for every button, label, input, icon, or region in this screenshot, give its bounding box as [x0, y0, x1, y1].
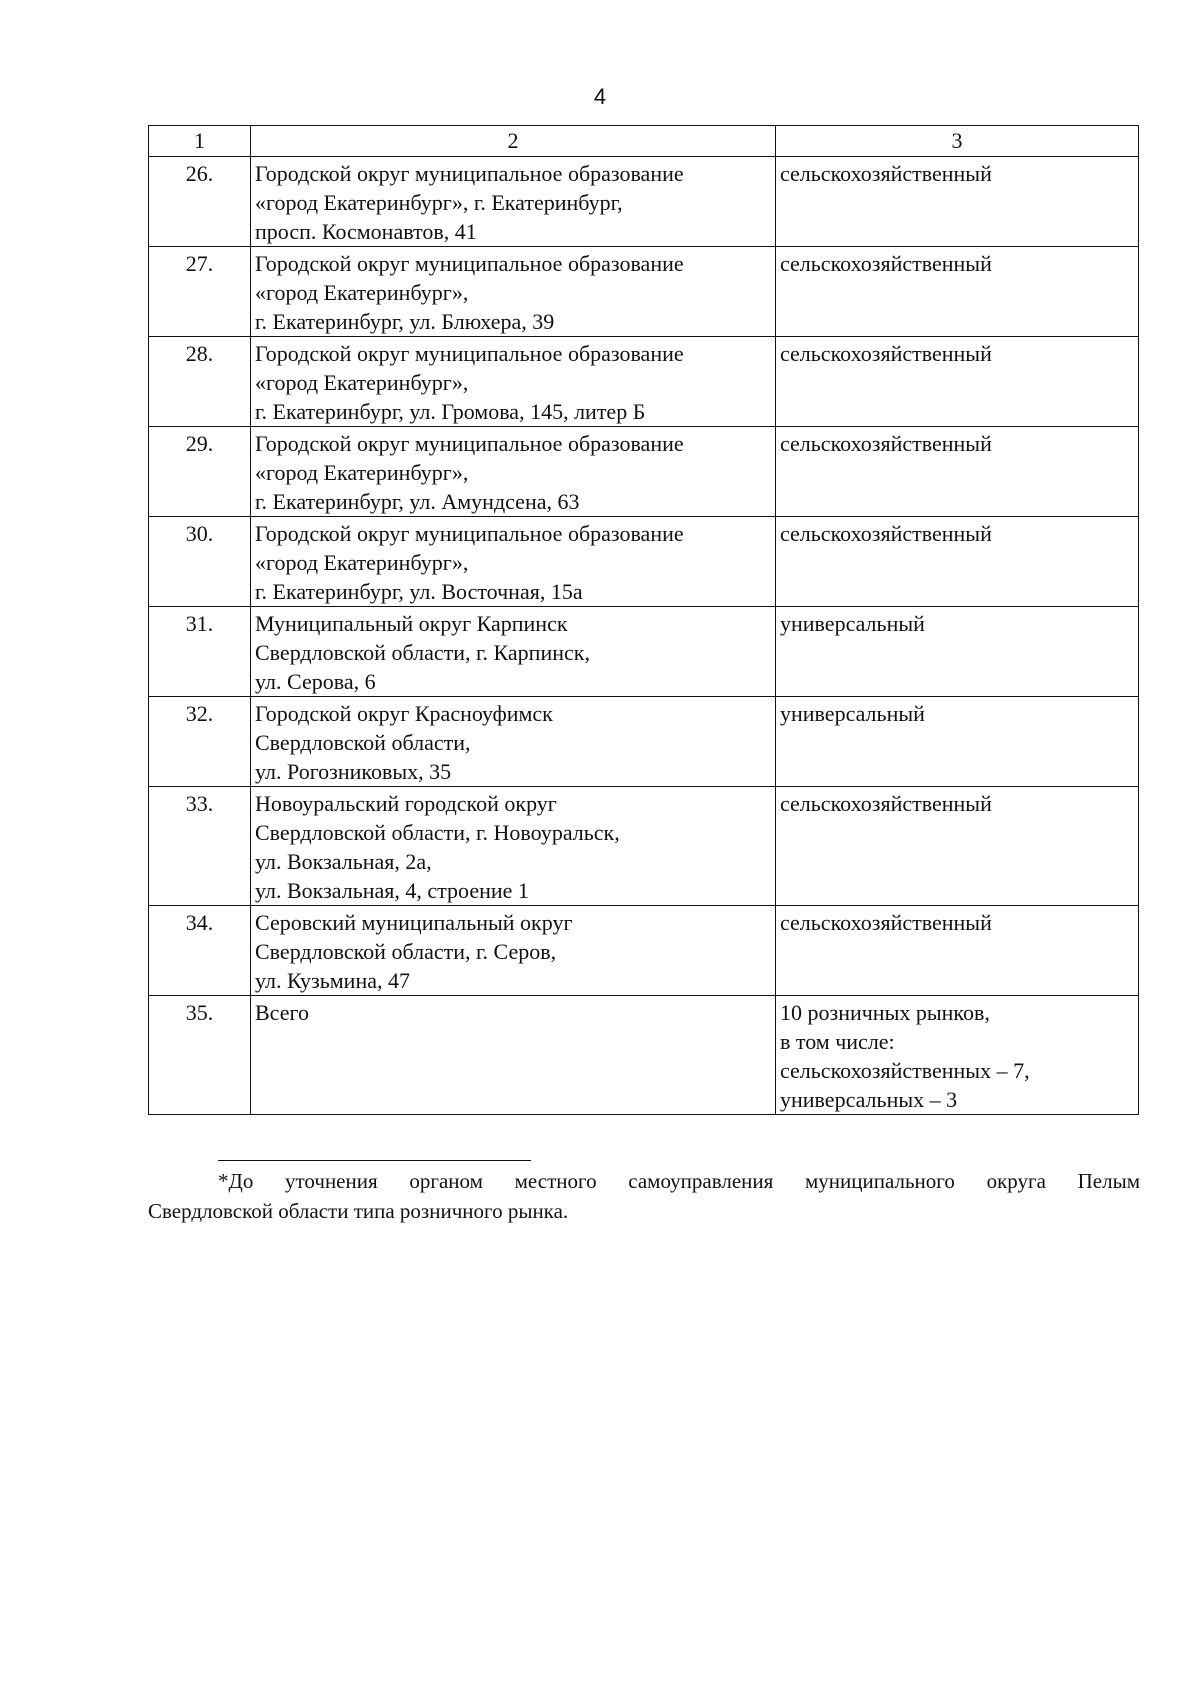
row-number: 31.: [149, 607, 251, 697]
row-number: 26.: [149, 157, 251, 247]
column-header-market-type: 3: [776, 126, 1139, 157]
market-type-line: сельскохозяйственный: [780, 161, 992, 186]
market-type-cell: [776, 337, 1139, 427]
location-line: Городской округ муниципальное образование: [255, 251, 684, 276]
table-row: [149, 607, 1139, 697]
row-number: 30.: [149, 517, 251, 607]
location-line: просп. Космонавтов, 41: [255, 219, 477, 244]
table-row: [149, 996, 1139, 1115]
table-row: [149, 157, 1139, 247]
row-number: 35.: [149, 996, 251, 1115]
location-line: Муниципальный округ Карпинск: [255, 611, 568, 636]
location-cell: [251, 787, 776, 906]
location-cell: [251, 607, 776, 697]
row-number: 27.: [149, 247, 251, 337]
location-line: Свердловской области, г. Новоуральск,: [255, 820, 620, 845]
location-line: Свердловской области, г. Карпинск,: [255, 640, 590, 665]
market-type-line: универсальный: [780, 611, 925, 636]
location-line: Городской округ муниципальное образование: [255, 161, 684, 186]
header-row: [149, 126, 1139, 157]
row-number: 33.: [149, 787, 251, 906]
market-type-line: сельскохозяйственных – 7,: [780, 1058, 1030, 1083]
location-line: «город Екатеринбург»,: [255, 370, 469, 395]
location-line: Всего: [255, 1000, 309, 1025]
table-row: [149, 906, 1139, 996]
market-type-line: 10 розничных рынков,: [780, 1000, 990, 1025]
location-cell: [251, 247, 776, 337]
market-type-line: сельскохозяйственный: [780, 521, 992, 546]
table-row: [149, 247, 1139, 337]
location-line: Свердловской области,: [255, 730, 471, 755]
location-line: ул. Кузьмина, 47: [255, 968, 410, 993]
footnote-separator: [218, 1160, 531, 1161]
location-line: «город Екатеринбург»,: [255, 550, 469, 575]
column-header-location: 2: [251, 126, 776, 157]
location-line: г. Екатеринбург, ул. Амундсена, 63: [255, 489, 580, 514]
market-type-line: сельскохозяйственный: [780, 251, 992, 276]
location-cell: [251, 996, 776, 1115]
market-type-cell: [776, 427, 1139, 517]
location-line: ул. Серова, 6: [255, 669, 376, 694]
location-cell: [251, 157, 776, 247]
row-number: 34.: [149, 906, 251, 996]
location-line: Свердловской области, г. Серов,: [255, 939, 557, 964]
row-number: 32.: [149, 697, 251, 787]
location-cell: [251, 697, 776, 787]
location-cell: [251, 906, 776, 996]
market-type-cell: [776, 247, 1139, 337]
location-line: г. Екатеринбург, ул. Блюхера, 39: [255, 309, 555, 334]
page-number: 4: [593, 84, 607, 109]
market-type-cell: [776, 517, 1139, 607]
location-line: Городской округ муниципальное образование: [255, 431, 684, 456]
market-type-line: сельскохозяйственный: [780, 910, 992, 935]
location-line: г. Екатеринбург, ул. Восточная, 15а: [255, 579, 583, 604]
market-type-cell: [776, 996, 1139, 1115]
footnote: [148, 1166, 1140, 1226]
table-row: [149, 517, 1139, 607]
row-number: 28.: [149, 337, 251, 427]
market-type-cell: [776, 787, 1139, 906]
market-type-line: сельскохозяйственный: [780, 341, 992, 366]
table-header: [149, 126, 1139, 157]
table-row: [149, 337, 1139, 427]
location-line: ул. Рогозниковых, 35: [255, 759, 452, 784]
market-type-cell: [776, 906, 1139, 996]
market-type-line: сельскохозяйственный: [780, 431, 992, 456]
market-type-line: в том числе:: [780, 1029, 895, 1054]
location-line: г. Екатеринбург, ул. Громова, 145, литер Б: [255, 399, 646, 424]
location-line: Серовский муниципальный округ: [255, 910, 573, 935]
footnote-line: Свердловской области типа розничного рынка.: [148, 1199, 569, 1223]
location-line: Городской округ Красноуфимск: [255, 701, 553, 726]
market-type-line: сельскохозяйственный: [780, 791, 992, 816]
market-type-cell: [776, 697, 1139, 787]
market-type-line: универсальный: [780, 701, 925, 726]
location-line: Новоуральский городской округ: [255, 791, 557, 816]
location-cell: [251, 517, 776, 607]
markets-table: [148, 125, 1139, 1115]
market-type-cell: [776, 607, 1139, 697]
location-cell: [251, 337, 776, 427]
location-line: «город Екатеринбург», г. Екатеринбург,: [255, 190, 623, 215]
location-cell: [251, 427, 776, 517]
location-line: Городской округ муниципальное образование: [255, 521, 684, 546]
location-line: ул. Вокзальная, 2а,: [255, 849, 432, 874]
location-line: Городской округ муниципальное образование: [255, 341, 684, 366]
location-line: «город Екатеринбург»,: [255, 280, 469, 305]
table-row: [149, 697, 1139, 787]
location-line: ул. Вокзальная, 4, строение 1: [255, 878, 529, 903]
market-type-cell: [776, 157, 1139, 247]
footnote-line: *До уточнения органом местного самоуправления муниципального округа Пелым: [218, 1169, 1140, 1193]
location-line: «город Екатеринбург»,: [255, 460, 469, 485]
table-row: [149, 427, 1139, 517]
market-type-line: универсальных – 3: [780, 1087, 958, 1112]
table-row: [149, 787, 1139, 906]
table-body: [149, 157, 1139, 1115]
row-number: 29.: [149, 427, 251, 517]
column-header-number: 1: [149, 126, 251, 157]
